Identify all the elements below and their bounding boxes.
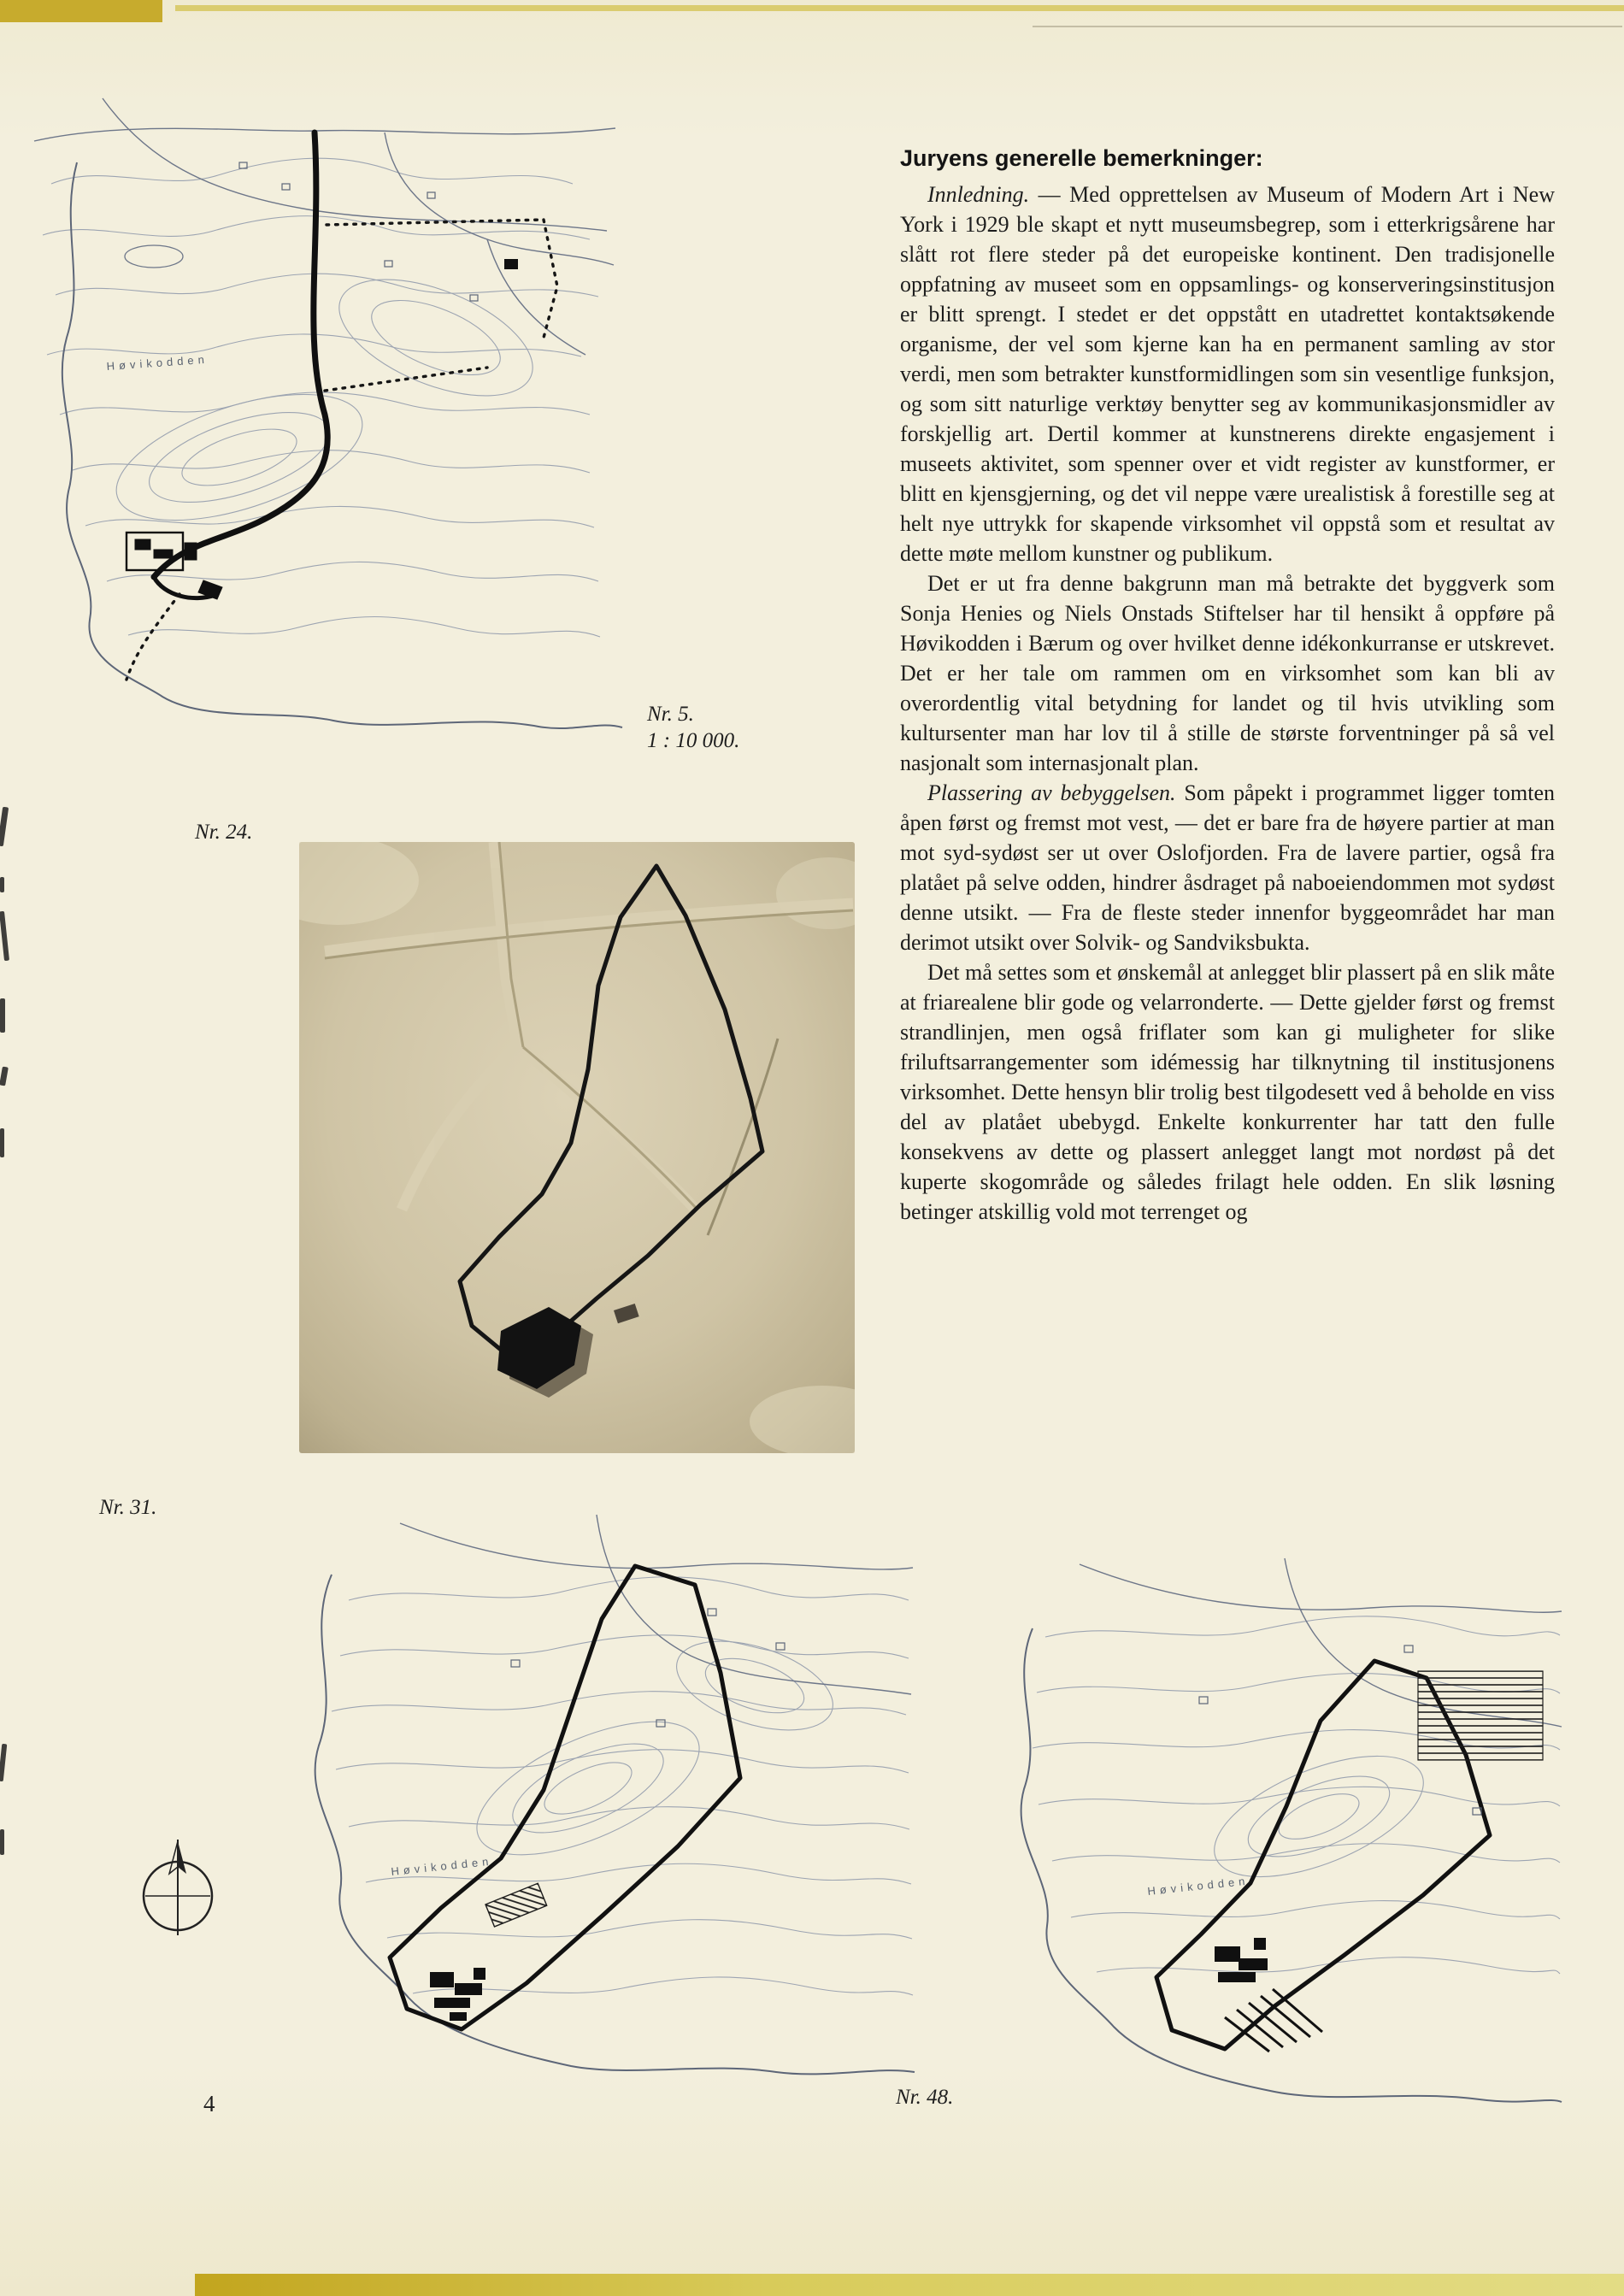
site-photo-nr24 xyxy=(299,842,855,1453)
hatched-area xyxy=(1418,1671,1543,1760)
contour-lines xyxy=(332,1577,913,1995)
paragraph-lead: Innledning. xyxy=(927,182,1030,207)
figure-label: Nr. 31. xyxy=(99,1496,157,1519)
paragraph-text: Som påpekt i programmet ligger tomten åpen først og fremst mot vest, — det er bare fra de høyere partier at man mot syd-sydøst ser ut over Oslofjorden. Fra de lavere partier, også fra platået på selve odden, hindrer åsdraget på naboeiendommen mot sydøst denne utsikt. — Fra de fleste steder innenfor byggeområdet har man derimot utsikt over Solvik- og Sandviksbukta. xyxy=(900,780,1556,955)
figure-caption-nr31 xyxy=(99,1494,156,1521)
scan-artifact-top-hairline xyxy=(1033,26,1622,27)
map-place-label: Høvikodden xyxy=(106,352,209,373)
scan-artifact-top-left-strip xyxy=(0,0,162,22)
paragraph-onskemal xyxy=(900,957,1555,1227)
scan-artifact-edge-mark xyxy=(0,807,9,847)
figure-caption-nr48 xyxy=(896,2084,953,2111)
map-place-label: Høvikodden xyxy=(390,1854,494,1878)
paragraph-plassering xyxy=(900,778,1555,957)
map-place-label: Høvikodden xyxy=(1146,1874,1250,1898)
figure-caption-nr5 xyxy=(647,701,739,754)
site-plan-map-nr31 xyxy=(229,1506,917,2105)
houses xyxy=(239,162,478,301)
paragraph-text: Det må settes som et ønskemål at anlegget blir plassert på en slik måte at friarealene blir gode og velarronderte. — Dette gjelder først og fremst strandlinjen, men også friflater som kan gi muligheter for slike friluftsarrangementer som idémessig har tilknytning til institusjonens virksomhet. Dette hensyn blir trolig best tilgodesett ved å beholde en viss del av platået ubebygd. Enkelte konkurrenter har tatt den fulle konsekvens av dette og plassert anlegget langt mot nordøst på det kuperte skogområde og således frilagt hele odden. En slik løsning betinger atskillig vold mot terrenget og xyxy=(900,960,1555,1224)
page-number: 4 xyxy=(203,2091,215,2116)
site-plan-map-nr48 xyxy=(943,1551,1562,2128)
figure-caption-nr24 xyxy=(195,819,252,845)
scan-artifact-edge-mark xyxy=(0,1128,4,1157)
pier-lines xyxy=(1225,1989,1322,2052)
building-cluster xyxy=(1215,1938,1268,1982)
building-cluster xyxy=(430,1968,485,2021)
roads xyxy=(400,1515,913,1694)
scan-artifact-edge-mark xyxy=(0,1829,4,1855)
figure-label: Nr. 24. xyxy=(195,821,253,844)
roads xyxy=(34,98,615,355)
scan-artifact-top-line xyxy=(175,5,1624,11)
paragraph-bakgrunn xyxy=(900,568,1555,778)
contour-lines xyxy=(1033,1616,1560,1974)
article-heading: Juryens generelle bemerkninger: xyxy=(900,145,1263,171)
figure-label: Nr. 5. xyxy=(647,703,694,726)
site-boundary xyxy=(390,1566,740,2029)
scan-artifact-edge-mark xyxy=(0,877,4,892)
scan-artifact-bottom-strip xyxy=(195,2274,1624,2296)
building xyxy=(504,259,518,269)
coastline xyxy=(62,162,622,728)
paragraph-text: — Med opprettelsen av Museum of Modern Art i New York i 1929 ble skapt et nytt museumsbegrep, som i etterkrigsårene har slått rot flere steder på det europeiske kontinent. Den tradisjonelle oppfatning av museet som en oppsamlings- og konserveringsinstitusjon er blitt sprengt. I stedet er det oppstått en utadrettet kontaktsøkende organisme, der vel som kjerne kan ha en permanent samling av stor verdi, men som betrakter kunstformidlingen som sin vesentlige funksjon, og som sitt naturlige verktøy benytter seg av kommunikasjonsmidler av forskjellig art. Dertil kommer at kunstnerens direkte engasjement i museets aktivitet, som spenner over et vidt register av kunstformer, er blitt en kjensgjerning, og det vil neppe være urealistisk å forestille seg at helt nye uttrykk for skapende virksomhet vil oppstå som et resultat av dette møte mellom kunstner og publikum. xyxy=(900,182,1555,566)
scan-artifact-edge-mark xyxy=(0,1744,7,1781)
paragraph-innledning xyxy=(900,180,1555,568)
scan-artifact-edge-mark xyxy=(0,911,9,961)
hatched-building xyxy=(485,1883,547,1927)
scan-artifact-edge-mark xyxy=(0,1067,9,1086)
paragraph-text: Det er ut fra denne bakgrunn man må betrakte det byggverk som Sonja Henies og Niels Onstads Stiftelser har til hensikt å oppføre på Høvikodden i Bærum og over hvilket denne idékonkurranse er utskrevet. Det er her tale om rammen om en virksomhet som kan bli av overordentlig vital betydning for landet og til hvis utvikling som kultursenter man har lov til å stille de største forventninger på så vel nasjonalt som internasjonalt plan. xyxy=(900,571,1555,775)
figure-scale: 1 : 10 000. xyxy=(647,729,740,752)
dotted-boundary xyxy=(127,220,557,680)
article-column xyxy=(900,144,1555,1227)
pond xyxy=(125,245,183,268)
compass-icon xyxy=(135,1834,221,1941)
scan-artifact-edge-mark xyxy=(0,998,5,1033)
paragraph-lead: Plassering av bebyggelsen. xyxy=(927,780,1176,805)
site-plan-map-nr5 xyxy=(26,81,624,774)
figure-label: Nr. 48. xyxy=(896,2086,954,2109)
